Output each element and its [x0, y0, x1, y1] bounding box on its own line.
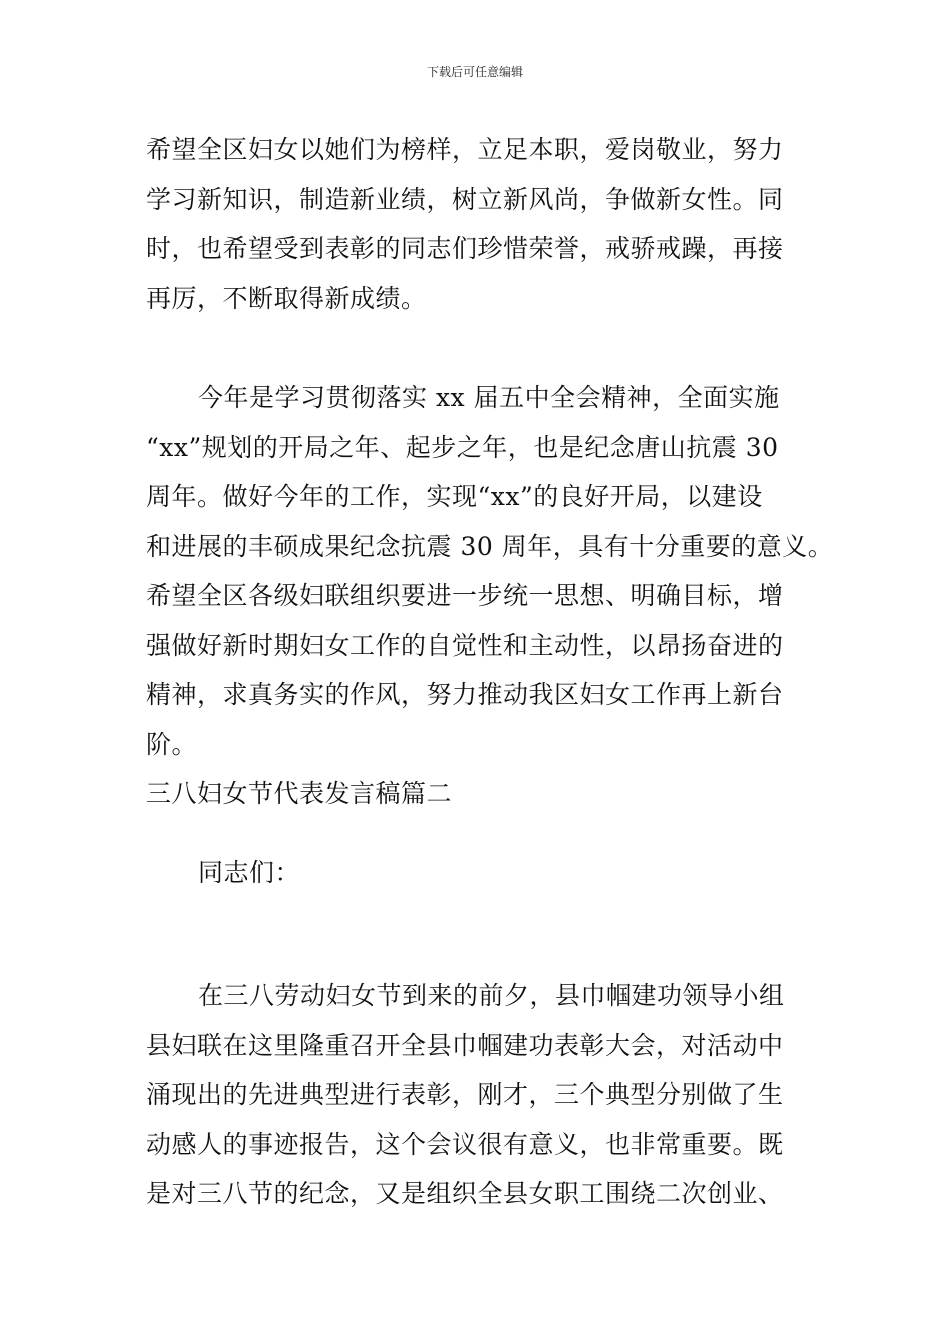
- text-line: 动感人的事迹报告，这个会议很有意义，也非常重要。既: [146, 1129, 784, 1159]
- salutation-text: 同志们：: [198, 858, 301, 887]
- text-line: 涌现出的先进典型进行表彰，刚才，三个典型分别做了生: [146, 1080, 784, 1109]
- text-line: 在三八劳动妇女节到来的前夕，县巾帼建功领导小组: [198, 981, 785, 1010]
- section-heading-text: 三八妇女节代表发言稿篇二: [146, 779, 453, 808]
- text-line: 是对三八节的纪念，又是组织全县女职工围绕二次创业、: [146, 1179, 784, 1208]
- page-header: 下载后可任意编辑: [426, 65, 523, 79]
- text-line: 再厉，不断取得新成绩。: [146, 283, 427, 313]
- text-line: 学习新知识，制造新业绩，树立新风尚，争做新女性。同: [146, 184, 784, 214]
- text-line: 和进展的丰硕成果纪念抗震 30 周年，具有十分重要的意义。: [146, 531, 834, 561]
- text-line: 阶。: [146, 729, 198, 759]
- text-line: 希望全区妇女以她们为榜样，立足本职，爱岗敬业，努力: [146, 135, 784, 164]
- text-line: 县妇联在这里隆重召开全县巾帼建功表彰大会，对活动中: [146, 1030, 784, 1060]
- section-heading: [146, 769, 816, 819]
- text-line: 强做好新时期妇女工作的自觉性和主动性，以昂扬奋进的: [146, 630, 784, 660]
- text-line: 希望全区各级妇联组织要进一步统一思想、明确目标，增: [146, 581, 784, 610]
- paragraph-2: [146, 373, 834, 769]
- text-line: 时，也希望受到表彰的同志们珍惜荣誉，戒骄戒躁，再接: [146, 234, 784, 263]
- text-line: “xx”规划的开局之年、起步之年，也是纪念唐山抗震 30: [146, 432, 779, 462]
- text-line: 精神，求真务实的作风，努力推动我区妇女工作再上新台: [146, 680, 784, 709]
- salutation: [146, 848, 816, 898]
- paragraph-5: [146, 971, 816, 1219]
- text-line: 周年。做好今年的工作，实现“xx”的良好开局，以建设: [146, 482, 763, 511]
- text-line: 今年是学习贯彻落实 xx 届五中全会精神，全面实施: [198, 383, 780, 412]
- paragraph-1: [146, 125, 816, 323]
